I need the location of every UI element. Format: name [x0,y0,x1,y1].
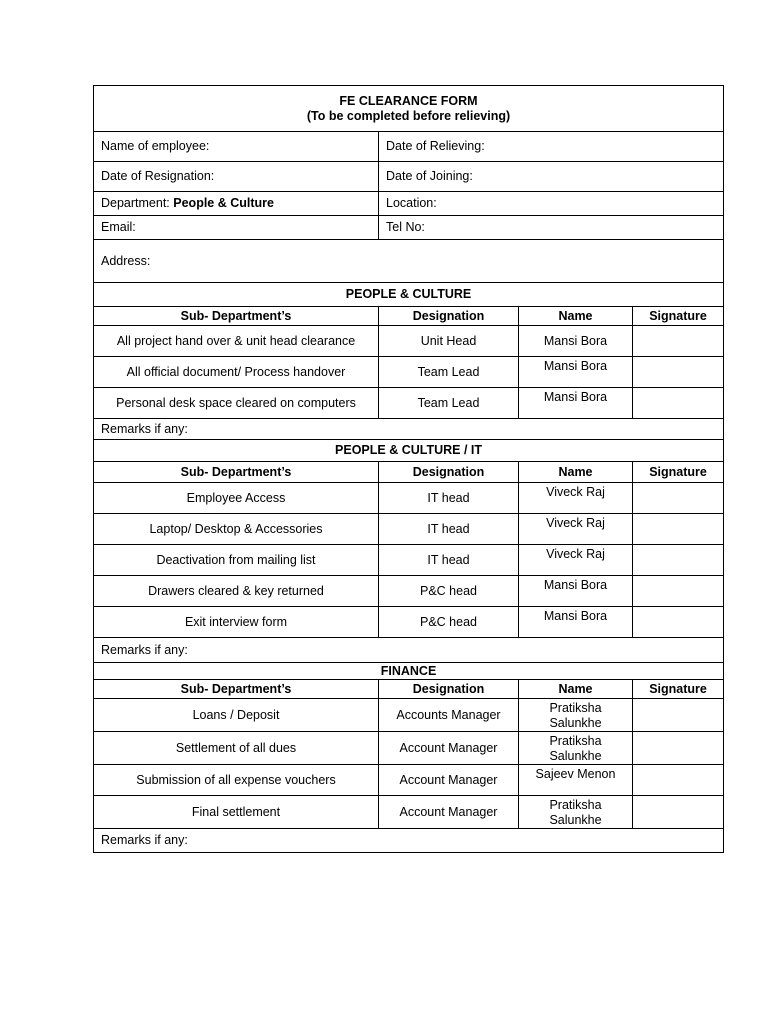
signature-cell[interactable] [633,326,724,357]
resignation-date-field[interactable]: Date of Resignation: [94,162,379,192]
form-title-cell [94,86,724,132]
remarks-field[interactable]: Remarks if any: [94,829,724,853]
task-cell: Loans / Deposit [94,699,379,732]
designation-cell: IT head [379,483,519,514]
signature-cell[interactable] [633,732,724,765]
relieving-date-field[interactable]: Date of Relieving: [379,132,724,162]
table-row [94,483,724,514]
designation-cell: Team Lead [379,357,519,388]
table-row [94,388,724,419]
location-field[interactable]: Location: [379,192,724,216]
header-sub-department: Sub- Department’s [94,462,379,483]
department-field[interactable] [94,192,379,216]
signature-cell[interactable] [633,545,724,576]
header-sub-department: Sub- Department’s [94,680,379,699]
table-row [94,765,724,796]
signature-cell[interactable] [633,607,724,638]
signature-cell[interactable] [633,576,724,607]
table-row [94,732,724,765]
task-cell: All project hand over & unit head clearance [94,326,379,357]
table-row [94,796,724,829]
name-cell: Mansi Bora [519,326,633,357]
signature-cell[interactable] [633,514,724,545]
form-subtitle: (To be completed before relieving) [306,108,511,123]
header-signature: Signature [633,307,724,326]
header-name: Name [519,462,633,483]
sections-body [94,283,724,853]
signature-cell[interactable] [633,796,724,829]
header-sub-department: Sub- Department’s [94,307,379,326]
designation-cell: Account Manager [379,796,519,829]
designation-cell: Account Manager [379,765,519,796]
name-cell: Sajeev Menon [519,765,633,796]
signature-cell[interactable] [633,357,724,388]
designation-cell: Team Lead [379,388,519,419]
task-cell: Personal desk space cleared on computers [94,388,379,419]
designation-cell: Unit Head [379,326,519,357]
name-cell: Mansi Bora [519,576,633,607]
name-cell: Pratiksha Salunkhe [519,796,633,829]
task-cell: Submission of all expense vouchers [94,765,379,796]
header-signature: Signature [633,680,724,699]
designation-cell: P&C head [379,576,519,607]
signature-cell[interactable] [633,483,724,514]
department-value: People & Culture [173,196,274,210]
designation-cell: IT head [379,514,519,545]
section-title: PEOPLE & CULTURE / IT [94,440,724,462]
name-cell: Mansi Bora [519,357,633,388]
name-cell: Pratiksha Salunkhe [519,699,633,732]
clearance-form-table [93,85,724,853]
table-row [94,326,724,357]
table-row [94,607,724,638]
task-cell: Final settlement [94,796,379,829]
section-title: PEOPLE & CULTURE [94,283,724,307]
header-designation: Designation [379,462,519,483]
table-row [94,699,724,732]
task-cell: Deactivation from mailing list [94,545,379,576]
task-cell: Laptop/ Desktop & Accessories [94,514,379,545]
designation-cell: P&C head [379,607,519,638]
name-cell: Pratiksha Salunkhe [519,732,633,765]
remarks-field[interactable]: Remarks if any: [94,638,724,663]
header-designation: Designation [379,307,519,326]
signature-cell[interactable] [633,765,724,796]
signature-cell[interactable] [633,699,724,732]
employee-name-field[interactable]: Name of employee: [94,132,379,162]
header-designation: Designation [379,680,519,699]
name-cell: Viveck Raj [519,514,633,545]
email-field[interactable]: Email: [94,216,379,240]
address-field[interactable]: Address: [94,240,724,283]
header-name: Name [519,307,633,326]
section-title: FINANCE [94,663,724,680]
task-cell: Drawers cleared & key returned [94,576,379,607]
table-row [94,514,724,545]
table-row [94,545,724,576]
table-row [94,576,724,607]
joining-date-field[interactable]: Date of Joining: [379,162,724,192]
header-name: Name [519,680,633,699]
remarks-field[interactable]: Remarks if any: [94,419,724,440]
task-cell: All official document/ Process handover [94,357,379,388]
name-cell: Mansi Bora [519,388,633,419]
designation-cell: Accounts Manager [379,699,519,732]
name-cell: Viveck Raj [519,483,633,514]
designation-cell: IT head [379,545,519,576]
task-cell: Settlement of all dues [94,732,379,765]
department-label: Department: [101,196,174,210]
task-cell: Exit interview form [94,607,379,638]
task-cell: Employee Access [94,483,379,514]
signature-cell[interactable] [633,388,724,419]
name-cell: Mansi Bora [519,607,633,638]
header-signature: Signature [633,462,724,483]
tel-field[interactable]: Tel No: [379,216,724,240]
table-row [94,357,724,388]
form-title: FE CLEARANCE FORM [339,93,478,108]
name-cell: Viveck Raj [519,545,633,576]
designation-cell: Account Manager [379,732,519,765]
